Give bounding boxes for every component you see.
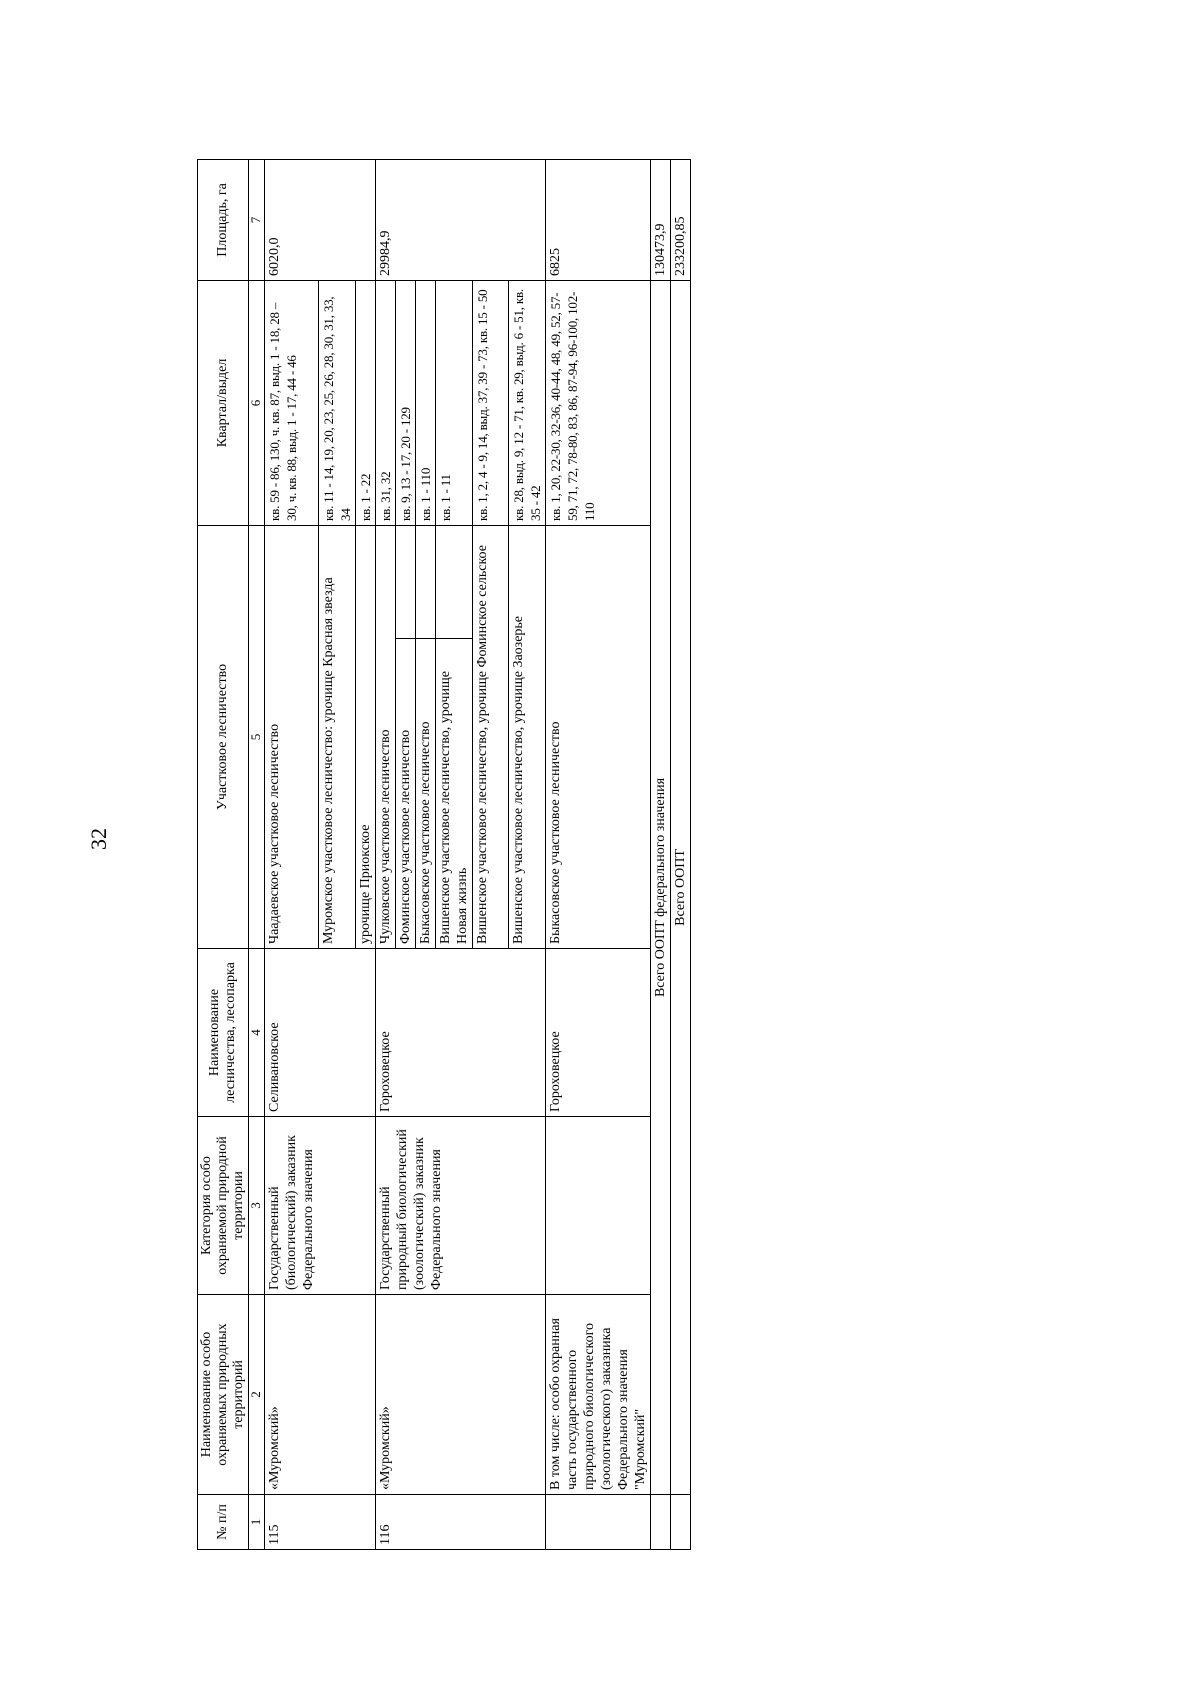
district-name: урочище Приокское [356,525,376,948]
quarter-allotment: кв. 1 - 110 [416,280,436,525]
total-label: Всего ООПТ федерального значения [651,280,671,1494]
district-name: Вишенское участковое лесничество, урочище Новая жизнь [436,639,473,949]
header-cell: Наименование особо охраняемых природных территорий [198,1295,249,1495]
quarter-allotment: кв. 1 - 11 [436,280,473,525]
header-cell: Площадь, га [198,159,249,280]
district-name: Вишенское участковое лесничество, урочище Фоминское сельское [473,525,509,948]
total-value: 233200,85 [671,159,691,280]
rotated-table-container [197,160,688,1550]
empty-cell [416,525,436,638]
territory-name: «Муромский» [376,1295,546,1495]
total-row [671,159,691,1549]
district-name: Вишенское участковое лесничество, урочище Заозерье [509,525,546,948]
empty-cell [651,1495,671,1550]
protected-areas-table [197,159,691,1550]
column-number: 6 [249,280,265,525]
forestry-name: Гороховецкое [376,949,546,1117]
district-name: Быкасовское участковое лесничество [416,639,436,949]
quarter-allotment: кв. 9, 13 - 17, 20 - 129 [396,280,416,525]
quarter-allotment: кв. 28, выд. 9, 12 - 71, кв. 29, выд. 6 - 51, кв. 35 - 42 [509,280,546,525]
total-row [651,159,671,1549]
column-number: 4 [249,949,265,1117]
header-cell: Наименование лесничества, лесопарка [198,949,249,1117]
table-row [546,159,651,1549]
quarter-allotment: кв. 11 - 14, 19, 20, 23, 25, 26, 28, 30, 31, 33, 34 [319,280,356,525]
district-name: Фоминское участковое лесничество [396,639,416,949]
territory-category: Государственный природный биологический (зоологический) заказник Федерального значения [376,1117,546,1295]
header-row [198,159,249,1549]
column-number: 1 [249,1495,265,1550]
quarter-allotment: кв. 31, 32 [376,280,396,525]
table-row [265,159,319,1549]
row-number: 116 [376,1495,546,1550]
total-value: 130473,9 [651,159,671,280]
empty-cell [671,1495,691,1550]
district-name: Муромское участковое лесничество: урочище Красная звезда [319,525,356,948]
territory-name: В том числе: особо охранная часть государственного природного биологического (зоологического) заказника Федерального значения "Муромский" [546,1295,651,1495]
total-label: Всего ООПТ [671,280,691,1494]
forestry-name: Гороховецкое [546,949,651,1117]
empty-cell [436,525,473,638]
quarter-allotment: кв. 59 - 86, 130, ч. кв. 87, выд. 1 - 18, 28 – 30, ч. кв. 88, выд. 1 - 17, 44 - 46 [265,280,319,525]
quarter-allotment: кв. 1, 2, 4 - 9, 14, выд. 37, 39 - 73, кв. 15 - 50 [473,280,509,525]
header-cell: № п/п [198,1495,249,1550]
area-value: 29984,9 [376,159,546,280]
header-cell: Категория особо охраняемой природной территории [198,1117,249,1295]
header-cell: Участковое лесничество [198,525,249,948]
table-row [376,159,396,1549]
column-number: 7 [249,159,265,280]
district-name: Чаадаевское участковое лесничество [265,525,319,948]
empty-cell [546,1495,651,1550]
column-number: 5 [249,525,265,948]
empty-cell [396,525,416,638]
empty-cell [546,1117,651,1295]
header-cell: Квартал/выдел [198,280,249,525]
quarter-allotment: кв. 1, 20, 22-30, 32-36, 40-44, 48, 49, 52, 57-59, 71, 72, 78-80, 83, 86, 87-94, 96-100, 102-110 [546,280,651,525]
district-name: Чулковское участковое лесничество [376,525,396,948]
area-value: 6825 [546,159,651,280]
territory-category: Государственный (биологический) заказник Федерального значения [265,1117,376,1295]
row-number: 115 [265,1495,376,1550]
district-name: Быкасовское участковое лесничество [546,525,651,948]
page-number: 32 [86,828,111,850]
column-number: 2 [249,1295,265,1495]
forestry-name: Селивановское [265,949,376,1117]
area-value: 6020,0 [265,159,376,280]
column-number: 3 [249,1117,265,1295]
quarter-allotment: кв. 1 - 22 [356,280,376,525]
territory-name: «Муромский» [265,1295,376,1495]
column-number-row [249,159,265,1549]
